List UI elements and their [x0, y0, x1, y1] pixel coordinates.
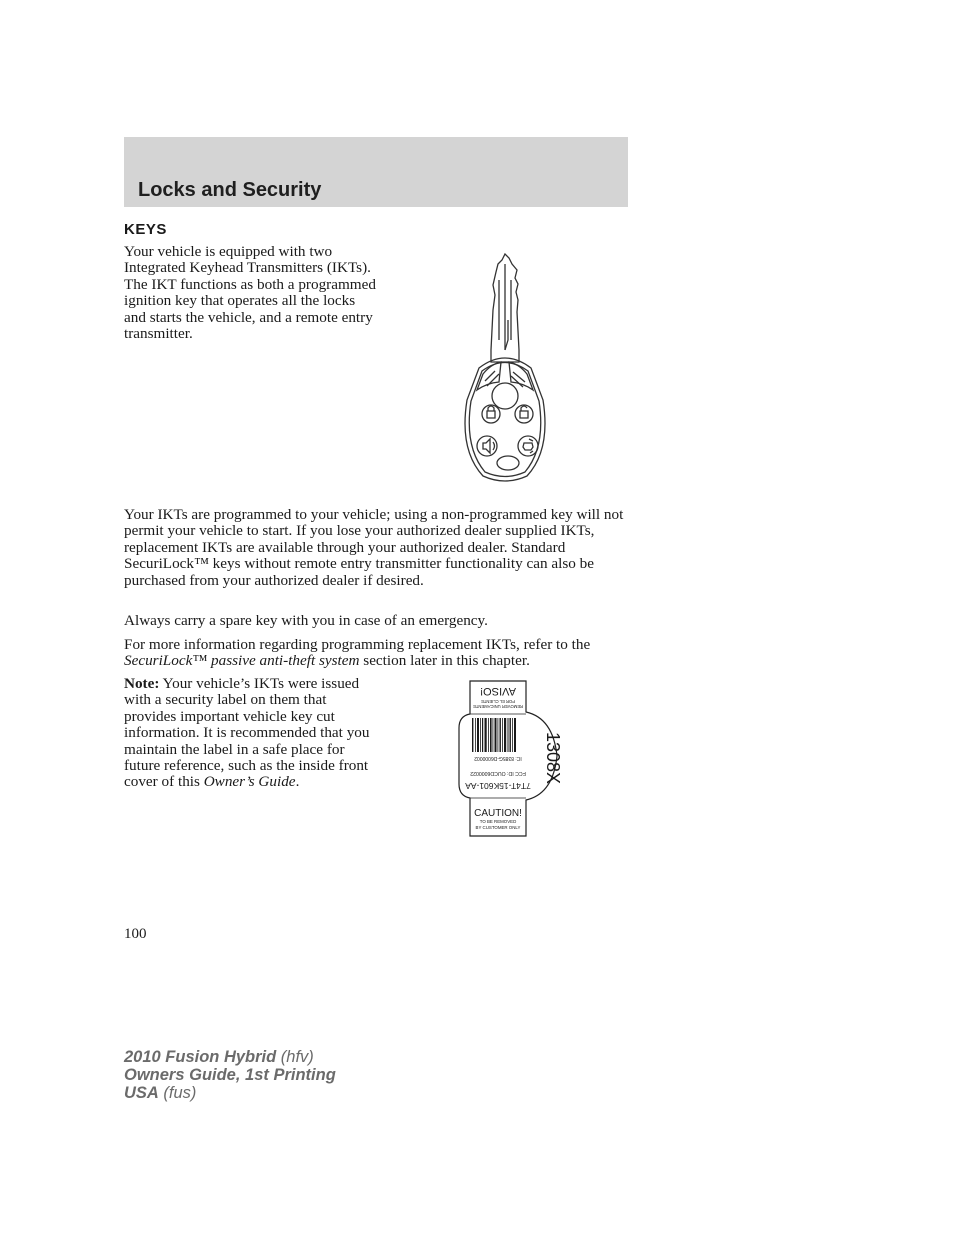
ikt-key-illustration — [455, 250, 555, 486]
footer-line-1 — [124, 1048, 336, 1066]
note-text: Your vehicle’s IKTs were issued with a security label on them that provides important vehicle key cut information. It is recommended that you maintain the label in a safe place for future reference, such as the inside front cover of this — [124, 675, 370, 791]
fcc-id: FCC ID: OUCD6000022 — [470, 770, 526, 776]
securilock-reference: SecuriLock™ passive anti-theft system — [124, 652, 360, 670]
note-label: Note: — [124, 675, 160, 692]
footer-line-2 — [124, 1066, 336, 1084]
footer-model: 2010 Fusion Hybrid — [124, 1048, 277, 1066]
owners-guide-reference: Owner’s Guide — [203, 773, 296, 791]
footer-line-3 — [124, 1084, 336, 1102]
paragraph-note — [124, 676, 379, 791]
footer-edition: Owners Guide, 1st Printing — [124, 1066, 336, 1084]
caution-subtext-2: BY CUSTOMER ONLY — [475, 825, 521, 830]
key-code: 1308X — [543, 731, 563, 785]
ic-number: IC: 8385G-D6000002 — [474, 755, 522, 761]
paragraph-ikt-programming: Your IKTs are programmed to your vehicle; using a non-programmed key will not permit your vehicle to start. If you lose your authorized dealer supplied IKTs, replacement IKTs are available through your authorized dealer. Standard SecuriLock™ keys without remote entry transmitter functionality can also be purchased from your authorized dealer if desired. — [124, 506, 624, 589]
chapter-title: Locks and Security — [138, 179, 322, 201]
document-footer — [124, 1048, 336, 1102]
footer-market: USA — [124, 1084, 159, 1102]
caution-heading: CAUTION! — [474, 808, 522, 819]
paragraph-more-info — [124, 637, 630, 670]
aviso-heading: AVISO! — [480, 685, 516, 697]
aviso-subtext-1: REMOVER UNICAMENTE — [472, 704, 524, 709]
part-number: 7T4T-15K601-AA — [465, 781, 531, 791]
caution-subtext-1: TO BE REMOVED — [479, 819, 517, 824]
aviso-subtext-2: POR EL CLIENTE — [480, 699, 516, 704]
section-header-band — [124, 137, 628, 207]
page-number: 100 — [124, 926, 147, 942]
paragraph-ikt-intro: Your vehicle is equipped with two Integrated Keyhead Transmitters (IKTs). The IKT functions as both a programmed ignition key that operates all the locks and starts the vehicle, and a remote entry transmitter. — [124, 243, 376, 343]
paragraph-spare-key: Always carry a spare key with you in case of an emergency. — [124, 612, 488, 629]
note-end: . — [295, 773, 300, 791]
section-heading-keys: KEYS — [124, 221, 167, 238]
footer-model-code: (hfv) — [276, 1048, 314, 1066]
footer-market-code: (fus) — [158, 1084, 197, 1102]
more-info-end: section later in this chapter. — [359, 652, 530, 670]
security-label-illustration — [445, 680, 565, 838]
more-info-text: For more information regarding programming replacement IKTs, refer to the — [124, 636, 591, 653]
